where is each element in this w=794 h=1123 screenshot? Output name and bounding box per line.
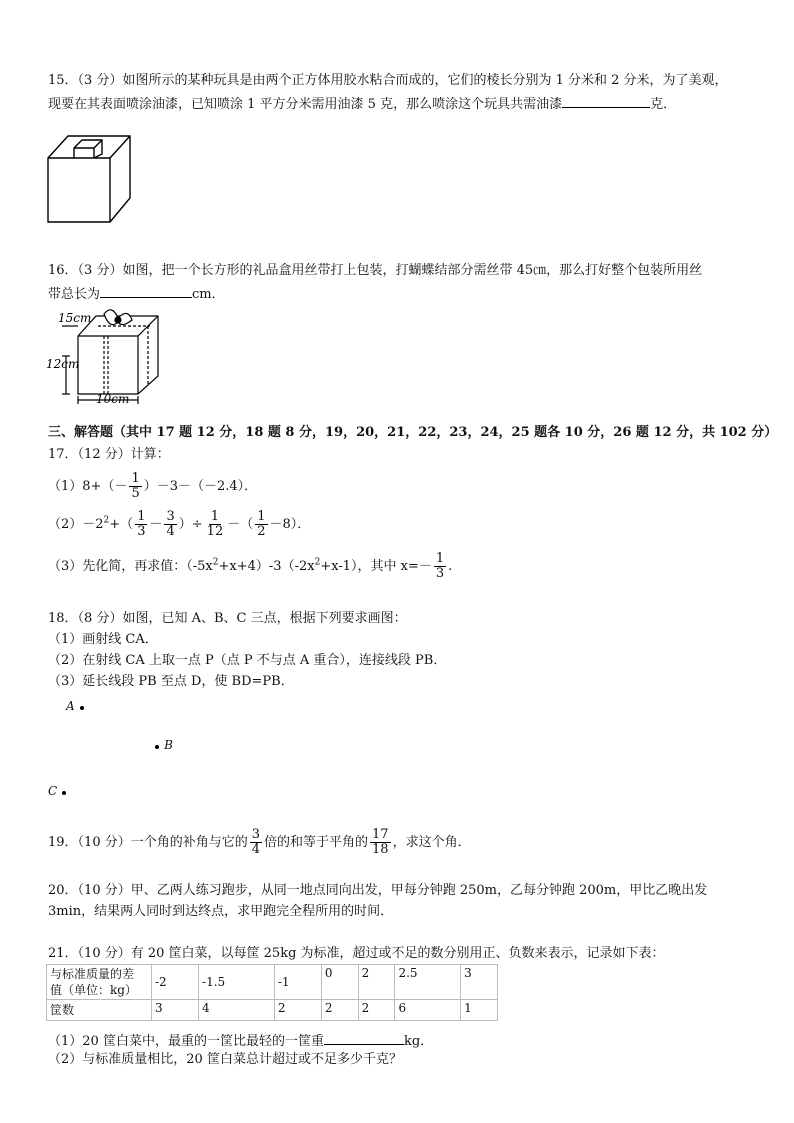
q18-step3: （3）延长线段 PB 至点 D，使 BD=PB． — [48, 674, 294, 689]
q21-s1-text: （1）20 筐白菜中，最重的一筐比最轻的一筐重 — [48, 1034, 324, 1049]
point-b-label: B — [164, 738, 173, 752]
q17-p2-g: －8）． — [269, 517, 311, 532]
q21-answer-blank — [324, 1030, 404, 1045]
q15-line2-text: 现要在其表面喷涂油漆，已知喷涂 1 平方分米需用油漆 5 克，那么喷涂这个玩具共需油漆 — [48, 97, 563, 112]
table-cell: -1 — [274, 965, 321, 1000]
q17-p2-den2: 4 — [166, 524, 175, 539]
q17-p3-den: 3 — [435, 566, 445, 581]
q17-p2-num4: 1 — [257, 509, 266, 524]
q17-part1 — [48, 472, 257, 501]
q19 — [48, 828, 471, 857]
q17-p2-b: +（ — [109, 517, 134, 532]
table-cell-label — [47, 965, 152, 1000]
table-cell: -2 — [152, 965, 199, 1000]
q17-p1-a: （1）8+（－ — [48, 479, 128, 494]
q16-dim-depth: 15cm — [58, 311, 92, 325]
section3-title: 三、解答题（其中 17 题 12 分，18 题 8 分，19，20，21，22，23，24，25 题各 10 分，26 题 12 分，共 102 分） — [48, 425, 778, 440]
q16-line2-text: 带总长为 — [48, 287, 101, 302]
q17-p2-c: － — [149, 517, 163, 532]
q17-p3-e: . — [448, 559, 453, 574]
q17-p3-sup1: 2 — [212, 557, 219, 568]
q17-p3-b: +x+4）-3（-2x — [218, 559, 315, 574]
q17-head: 17．（12 分）计算： — [48, 447, 170, 462]
q17-p3-sup2: 2 — [314, 557, 321, 568]
q21-table — [46, 964, 498, 1021]
point-c-label: C — [48, 784, 58, 798]
q17-p2-frac3 — [205, 510, 226, 539]
table-cell: 0 — [321, 965, 358, 1000]
q18-step2: （2）在射线 CA 上取一点 P（点 P 不与点 A 重合），连接线段 PB． — [48, 653, 447, 668]
q17-p2-num1: 1 — [137, 509, 146, 524]
table-cell: 6 — [395, 1000, 461, 1021]
q17-p3-num: 1 — [435, 551, 445, 566]
table-cell-label: 筐数 — [47, 1000, 152, 1021]
q21-s1-unit: kg． — [403, 1034, 434, 1049]
table-row — [47, 1000, 498, 1021]
q17-p1-b: ）－3－（－2.4）． — [143, 479, 258, 494]
q21-sub2: （2）与标准质量相比，20 筐白菜总计超过或不足多少千克？ — [48, 1052, 402, 1067]
point-b-dot — [155, 745, 159, 749]
q17-p1-frac — [129, 472, 141, 501]
q17-part3 — [48, 552, 452, 581]
q19-den1: 4 — [251, 842, 260, 857]
q16-giftbox-figure — [44, 304, 164, 406]
q19-num1: 3 — [251, 827, 260, 842]
q15-cube-figure — [44, 118, 136, 230]
q19-b: 倍的和等于平角的 — [264, 835, 369, 850]
q16-dim-height: 12cm — [46, 357, 80, 371]
q19-frac2 — [370, 828, 391, 857]
q19-num2: 17 — [372, 827, 389, 842]
q21-row1-label-a: 与标准质量的差 — [50, 967, 135, 981]
q15-answer-blank — [562, 93, 650, 108]
q21-row1-label-b: 值（单位：kg） — [50, 983, 137, 997]
q17-p2-num3: 1 — [210, 509, 220, 524]
q20-line1: 20．（10 分）甲、乙两人练习跑步，从同一地点同向出发，甲每分钟跑 250m，乙每分钟跑 200m，甲比乙晚出发 — [48, 883, 708, 898]
q15-line2 — [48, 93, 676, 114]
q21-sub1 — [48, 1030, 433, 1051]
q17-p2-frac4 — [255, 510, 267, 539]
q17-p3-c: +x-1），其中 x=－ — [320, 559, 432, 574]
q16-unit: cm． — [192, 287, 225, 302]
table-cell: 2 — [358, 1000, 395, 1021]
q16-dim-width: 10cm — [96, 392, 130, 406]
q19-a: 19．（10 分）一个角的补角与它的 — [48, 835, 248, 850]
table-cell: -1.5 — [199, 965, 275, 1000]
point-a-dot — [80, 706, 84, 710]
q17-p2-den1: 3 — [137, 524, 146, 539]
q18-head: 18．（8 分）如图，已知 A、B、C 三点，根据下列要求画图： — [48, 611, 407, 626]
point-a-label: A — [66, 699, 75, 713]
point-b — [155, 734, 173, 753]
table-cell: 3 — [461, 965, 498, 1000]
point-c-dot — [62, 791, 66, 795]
q15-unit: 克． — [650, 97, 677, 112]
q19-c: ，求这个角． — [392, 835, 471, 850]
q16-line2 — [48, 283, 225, 304]
q15-line1: 15．（3 分）如图所示的某种玩具是由两个正方体用胶水粘合而成的，它们的棱长分别为 1 分米和 2 分米，为了美观， — [48, 73, 728, 88]
point-c — [48, 780, 66, 799]
q18-step1: （1）画射线 CA． — [48, 632, 158, 647]
q17-p2-frac1 — [135, 510, 147, 539]
q17-p2-a: （2）－2 — [48, 517, 104, 532]
table-cell: 4 — [199, 1000, 275, 1021]
table-cell: 2 — [358, 965, 395, 1000]
q17-p2-den3: 12 — [206, 524, 224, 539]
q17-p3-frac — [434, 552, 446, 581]
table-cell: 2 — [274, 1000, 321, 1021]
q16-line1: 16．（3 分）如图，把一个长方形的礼品盒用丝带打上包装，打蝴蝶结部分需丝带 45㎝，那么打好整个包装所用丝 — [48, 263, 703, 278]
table-row — [47, 965, 498, 1000]
q19-frac1 — [250, 828, 262, 857]
q17-p2-e: ）÷ — [178, 517, 203, 532]
q17-p3-a: （3）先化简，再求值：（-5x — [48, 559, 213, 574]
q17-p1-num: 1 — [131, 471, 140, 486]
table-cell: 1 — [461, 1000, 498, 1021]
point-a — [66, 695, 84, 714]
q21-head: 21．（10 分）有 20 筐白菜，以每筐 25kg 为标准，超过或不足的数分别用正、负数来表示，记录如下表： — [48, 946, 665, 961]
q17-p1-den: 5 — [131, 486, 140, 501]
q17-p2-frac2 — [164, 510, 176, 539]
q17-p2-den4: 2 — [257, 524, 266, 539]
q17-p2-num2: 3 — [166, 509, 175, 524]
q17-p2-f: －（ — [227, 517, 254, 532]
q16-answer-blank — [100, 283, 192, 298]
q17-p2-sup: 2 — [103, 515, 110, 526]
q17-part2 — [48, 510, 310, 539]
q20-line2: 3min，结果两人同时到达终点，求甲跑完全程所用的时间． — [48, 904, 394, 919]
table-cell: 2.5 — [395, 965, 461, 1000]
table-cell: 2 — [321, 1000, 358, 1021]
q19-den2: 18 — [372, 842, 389, 857]
table-cell: 3 — [152, 1000, 199, 1021]
